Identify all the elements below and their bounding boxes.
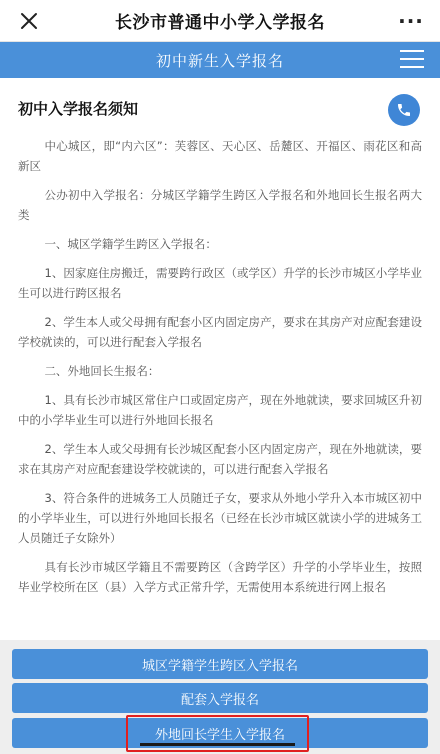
page-title: 初中新生入学报名 [155,51,284,70]
returning-student-registration-button[interactable]: 外地回长学生入学报名 [12,718,428,748]
notice-paragraph: 具有长沙市城区学籍且不需要跨区（含跨学区）升学的小学毕业生，按照毕业学校所在区（县）入学方式正常升学，无需使用本系统进行网上报名 [18,560,422,594]
phone-icon[interactable] [388,94,420,126]
notice-paragraph: 2、学生本人或父母拥有长沙城区配套小区内固定房产，现在外地就读，要求在其房产对应配套建设学校就读的，可以进行配套入学报名 [18,442,422,476]
highlight-underline [140,743,295,746]
more-options-icon[interactable]: ··· [398,9,424,33]
notice-paragraph: 2、学生本人或父母拥有配套小区内固定房产，要求在其房产对应配套建设学校就读的，可以进行配套入学报名 [18,315,422,349]
action-buttons-panel [0,640,440,754]
notice-content [0,78,440,640]
highlight-box [126,715,309,752]
notice-paragraphs [18,136,422,606]
cross-district-registration-button[interactable]: 城区学籍学生跨区入学报名 [12,649,428,679]
notice-paragraph: 一、城区学籍学生跨区入学报名： [44,237,217,251]
notice-paragraph: 中心城区，即“内六区”：芙蓉区、天心区、岳麓区、开福区、雨花区和高新区 [18,139,422,173]
notice-paragraph: 3、符合条件的进城务工人员随迁子女，要求从外地小学升入本市城区初中的小学毕业生，可以进行外地回长报名（已经在长沙市城区就读小学的进城务工人员随迁子女除外） [18,491,422,545]
app-title: 长沙市普通中小学入学报名 [115,13,325,33]
notice-paragraph: 1、因家庭住房搬迁，需要跨行政区（或学区）升学的长沙市城区小学毕业生可以进行跨区报名 [18,266,422,300]
notice-paragraph: 二、外地回长生报名： [44,364,160,378]
top-navigation-bar [0,0,440,42]
notice-paragraph: 1、具有长沙市城区常住户口或固定房产，现在外地就读，要求回城区升初中的小学毕业生可以进行外地回长报名 [18,393,422,427]
page-header [0,42,440,78]
close-icon[interactable] [14,6,44,36]
notice-paragraph: 公办初中入学报名：分城区学籍学生跨区入学报名和外地回长生报名两大类 [18,188,422,222]
hamburger-menu-icon[interactable] [400,50,424,70]
matching-registration-button[interactable]: 配套入学报名 [12,683,428,713]
notice-title: 初中入学报名须知 [18,100,139,118]
